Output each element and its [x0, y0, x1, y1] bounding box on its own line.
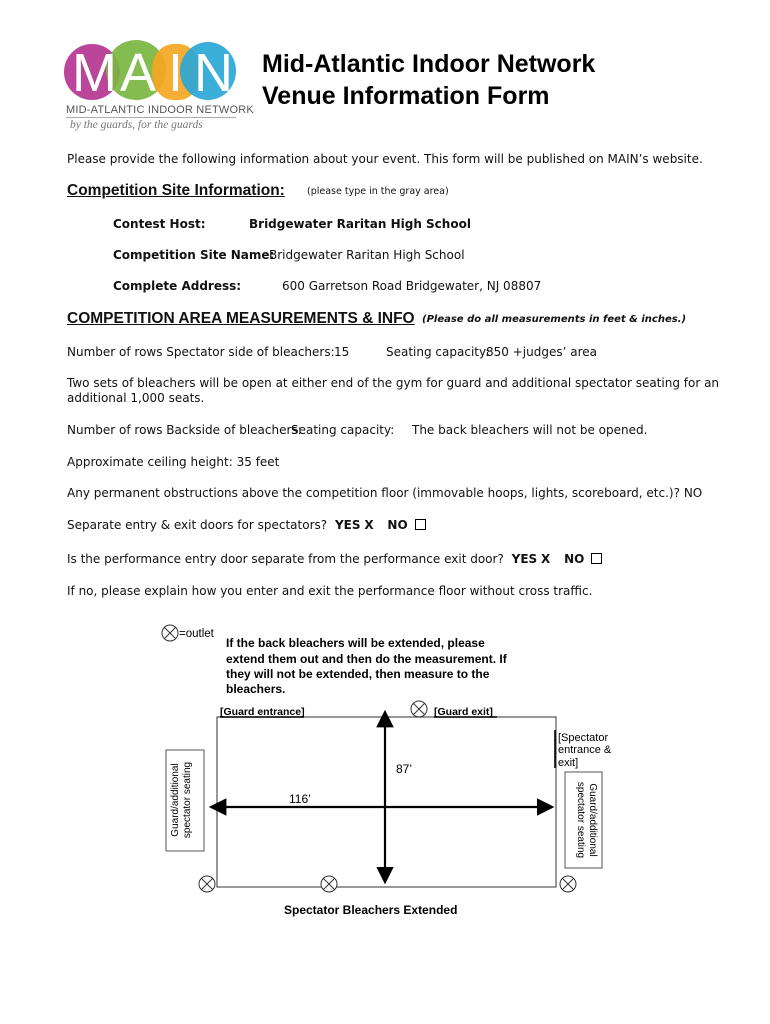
left-seating-line-2: spectator seating: [182, 761, 193, 839]
guard-exit-label: [Guard exit]: [434, 706, 493, 718]
rows-back-label: Number of rows Backside of bleachers:: [67, 423, 302, 437]
spectator-entrance-line-1: [Spectator: [558, 732, 609, 744]
right-seating-line-1: Guard/additional: [587, 783, 598, 857]
ceiling-height-label: Approximate ceiling height:: [67, 455, 233, 469]
separate-doors-question: Separate entry & exit doors for spectators?: [67, 518, 328, 532]
performance-door-yes-label: YES: [511, 552, 538, 566]
instruction-line-2: extend them out and then do the measurement. If: [226, 652, 507, 666]
outlet-legend-icon: [162, 625, 178, 641]
bleachers-note-line-2: additional 1,000 seats.: [67, 391, 205, 405]
logo-letter-m: M: [72, 43, 117, 103]
instruction-line-4: bleachers.: [226, 682, 286, 696]
measurements-heading: COMPETITION AREA MEASUREMENTS & INFO: [67, 310, 415, 327]
site-name-label: Competition Site Name:: [113, 248, 275, 262]
site-section-heading: Competition Site Information:: [67, 182, 285, 199]
back-seating-value[interactable]: The back bleachers will not be opened.: [412, 423, 648, 437]
logo-letter-n: N: [194, 43, 233, 103]
site-section-note: (please type in the gray area): [307, 186, 449, 197]
right-seating-line-2: spectator seating: [575, 781, 586, 859]
separate-doors-no-label: NO: [387, 518, 408, 532]
outlet-legend-label: =outlet: [179, 628, 214, 640]
separate-doors-yes-check[interactable]: X: [364, 518, 374, 532]
back-seating-label: Seating capacity:: [291, 423, 395, 437]
logo-tagline: by the guards, for the guards: [70, 119, 203, 131]
outlet-icon: [411, 701, 427, 717]
rows-spectator-label: Number of rows Spectator side of bleachers:: [67, 345, 335, 359]
intro-text: Please provide the following information about your event. This form will be published on MAIN’s website.: [67, 152, 703, 166]
ceiling-height-value[interactable]: 35 feet: [236, 455, 280, 469]
address-value[interactable]: 600 Garretson Road Bridgewater, NJ 08807: [282, 279, 542, 293]
address-label: Complete Address:: [113, 279, 242, 293]
site-name-value[interactable]: Bridgewater Raritan High School: [269, 248, 465, 262]
seating-capacity-label: Seating capacity:: [386, 345, 490, 359]
spectator-entrance-line-2: entrance &: [558, 744, 612, 756]
seating-capacity-value[interactable]: 850 +judges’ area: [486, 345, 597, 359]
performance-door-yes-check[interactable]: X: [541, 552, 551, 566]
title-line-1: Mid-Atlantic Indoor Network: [262, 50, 596, 78]
outlet-icon: [199, 876, 215, 892]
logo-letter-a: A: [120, 43, 157, 103]
spectator-bleachers-label: Spectator Bleachers Extended: [284, 903, 458, 917]
bleachers-note-line-1: Two sets of bleachers will be open at either end of the gym for guard and additional spectator seating for an: [67, 376, 720, 390]
guard-entrance-label: [Guard entrance]: [220, 706, 305, 718]
outlet-icon: [560, 876, 576, 892]
rows-spectator-value[interactable]: 15: [334, 345, 350, 359]
left-seating-line-1: Guard/additional: [170, 763, 181, 837]
outlet-icon: [321, 876, 337, 892]
height-measurement: 87’: [396, 762, 413, 776]
competition-floor: [217, 717, 556, 887]
instruction-line-1: If the back bleachers will be extended, please: [226, 636, 485, 650]
contest-host-value[interactable]: Bridgewater Raritan High School: [249, 217, 471, 231]
contest-host-label: Contest Host:: [113, 217, 206, 231]
logo-letter-i: I: [168, 43, 184, 103]
measurements-note: (Please do all measurements in feet & inches.): [422, 314, 687, 325]
obstructions-value[interactable]: NO: [683, 486, 703, 500]
performance-door-question: Is the performance entry door separate from the performance exit door?: [67, 552, 504, 566]
width-measurement: 116’: [289, 792, 311, 806]
separate-doors-yes-label: YES: [334, 518, 361, 532]
logo-subtitle: MID-ATLANTIC INDOOR NETWORK: [66, 104, 254, 116]
obstructions-label: Any permanent obstructions above the competition floor (immovable hoops, lights, scoreboard, etc.)?: [67, 486, 680, 500]
instruction-line-3: they will not be extended, then measure to the: [226, 667, 490, 681]
title-line-2: Venue Information Form: [262, 82, 550, 110]
spectator-entrance-line-3: exit]: [558, 757, 579, 769]
cross-traffic-question: If no, please explain how you enter and exit the performance floor without cross traffic.: [67, 584, 593, 598]
performance-door-no-label: NO: [564, 552, 585, 566]
